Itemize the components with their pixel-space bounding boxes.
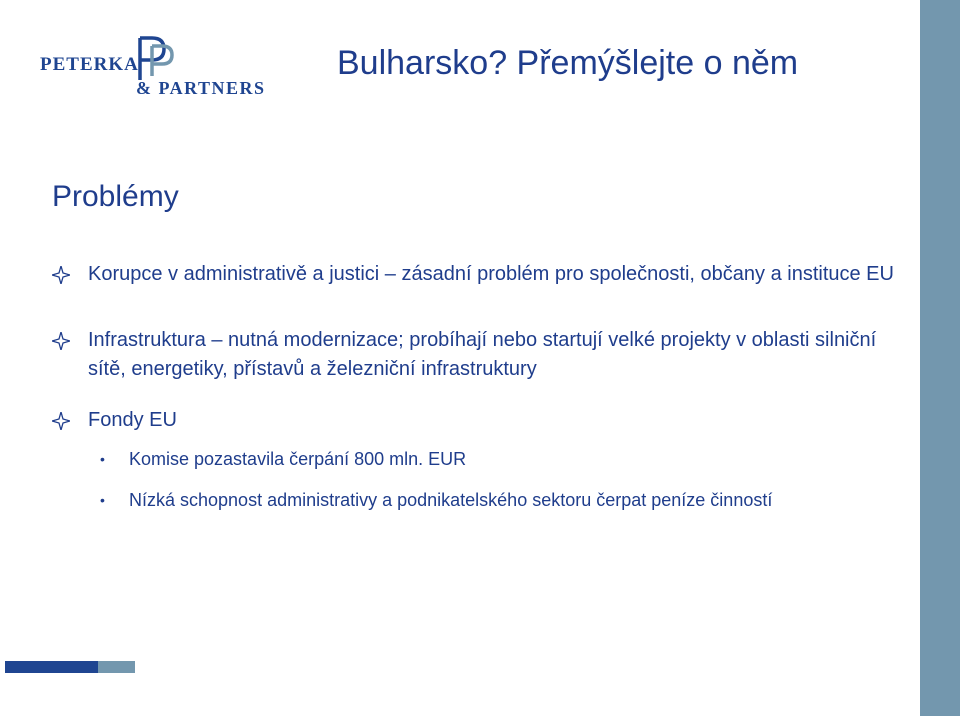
bullet-item — [52, 406, 912, 435]
diamond-bullet-icon — [52, 332, 70, 350]
diamond-bullet-icon — [52, 266, 70, 284]
bullet-item — [52, 260, 912, 289]
bullet-text: Korupce v administrativě a justici – zásadní problém pro společnosti, občany a instituce EU — [88, 263, 894, 285]
diamond-bullet-icon — [52, 412, 70, 430]
sub-bullet-text: Komise pozastavila čerpání 800 mln. EUR — [129, 449, 467, 469]
sub-bullet-item — [100, 447, 910, 471]
bullet-text: Infrastruktura – nutná modernizace; probíhají nebo startují velké projekty v oblasti silniční sítě, energetiky, přístavů a železniční infrastruktury — [88, 329, 877, 380]
sub-bullet-text: Nízká schopnost administrativy a podnikatelského sektoru čerpat peníze činností — [129, 490, 773, 510]
dot-bullet-icon: • — [100, 492, 105, 508]
bullet-text: Fondy EU — [88, 409, 177, 431]
section-heading: Problémy — [52, 180, 179, 213]
footer-accent-dark — [5, 661, 98, 673]
logo-partners: & PARTNERS — [136, 78, 266, 98]
dot-bullet-icon: • — [100, 451, 105, 467]
slide-title: Bulharsko? Přemýšlejte o něm — [337, 44, 799, 82]
logo-name: PETERKA — [40, 54, 139, 75]
bullet-item — [52, 326, 912, 384]
sub-bullet-item — [100, 488, 910, 512]
footer-accent-light — [98, 661, 135, 673]
pp-monogram-icon — [136, 36, 176, 82]
right-accent-bar — [920, 0, 960, 716]
peterka-partners-logo — [40, 36, 270, 100]
